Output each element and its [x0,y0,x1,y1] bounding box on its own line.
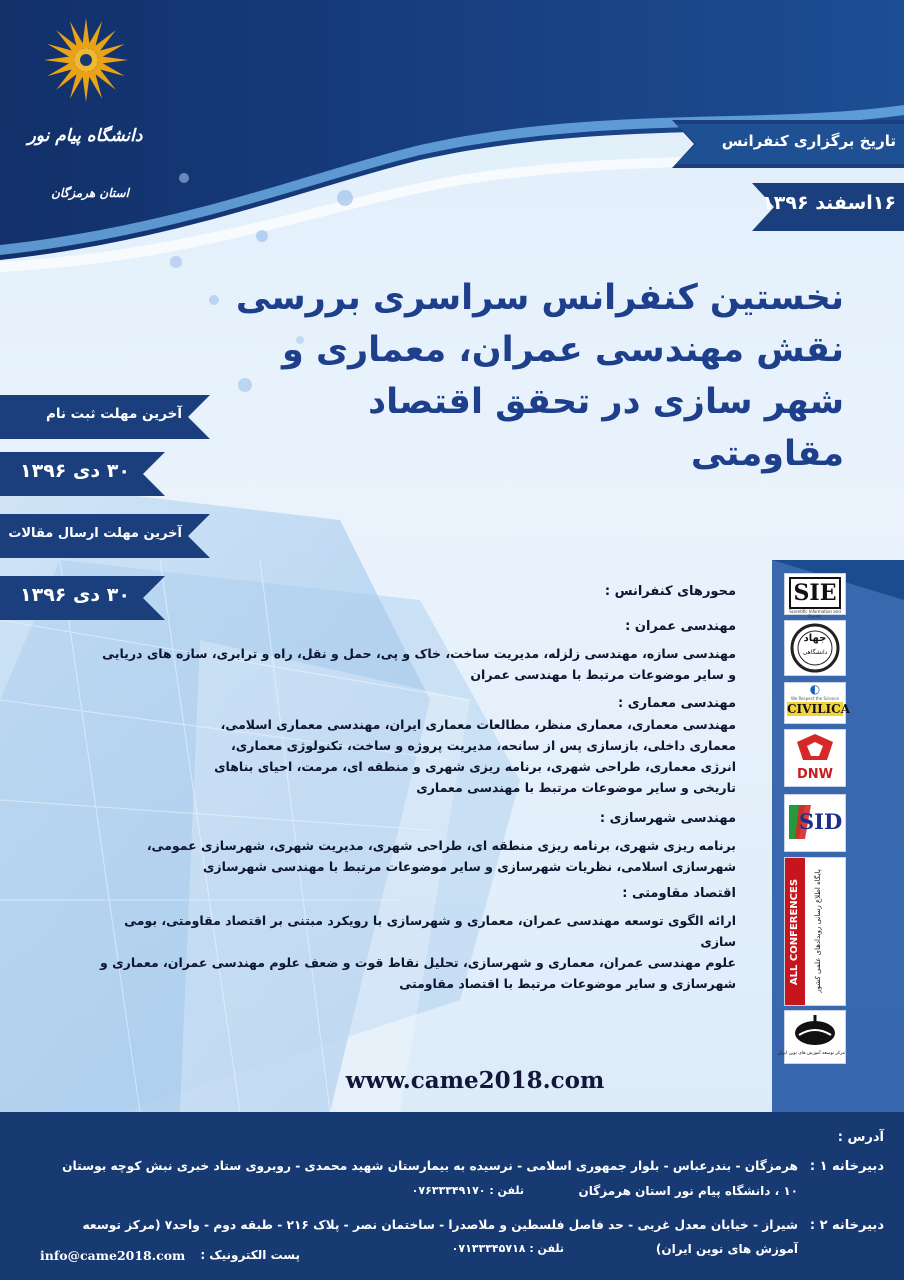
sid-logo: SID [784,794,846,852]
title-line: مقاومتی [690,434,844,474]
urban-line: برنامه ریزی شهری، برنامه ریزی منطقه ای، طراحی شهری، مدیریت شهری، شهرسازی عمومی، [146,838,736,853]
title-line: نقش مهندسی عمران، معماری و [282,330,844,370]
office1-phone: تلفن : ۰۷۶۳۳۳۴۹۱۷۰ [411,1184,524,1197]
dnw-logo: DNW [784,729,846,787]
date-label: تاریخ برگزاری کنفرانس [721,132,896,150]
architecture-line: تاریخی و سایر موضوعات مرتبط با مهندسی معماری [416,780,736,795]
architecture-line: معماری داخلی، بازسازی پس از سانحه، مدیریت پروژه و ساخت، تکنولوژی معماری، [231,738,736,753]
submission-deadline-label: آخرین مهلت ارسال مقالات [8,526,182,541]
registration-deadline-label: آخرین مهلت ثبت نام [45,406,182,422]
office2-address-line: شیراز - خیابان معدل غربی - حد فاصل فلسطین و ملاصدرا - ساختمان نصر - پلاک ۲۱۶ - طبقه دوم - واحد۷ (مرکز توسعه [82,1218,798,1232]
jahad-logo: جهاد دانشگاهی [784,620,846,676]
dnw-emblem-icon [785,730,845,764]
office2-phone: تلفن : ۰۷۱۳۳۳۴۵۷۱۸ [451,1242,564,1255]
economy-line: علوم مهندسی عمران، معماری و شهرسازی، تحلیل نقاط قوت و ضعف علوم مهندسی عمران، معماری و [100,955,736,970]
submission-deadline-date: ۳۰ دی ۱۳۹۶ [20,584,130,606]
registration-deadline-date: ۳۰ دی ۱۳۹۶ [20,460,130,482]
office1-address-line: هرمزگان - بندرعباس - بلوار جمهوری اسلامی - نرسیده به بیمارستان شهید محمدی - روبروی ستاد خبری نبش کوچه بوستان [62,1159,798,1173]
all-conferences-logo: ALL CONFERENCES پایگاه اطلاع رسانی رویدادهای علمی کشور [784,857,846,1006]
university-name: دانشگاه پیام نور [27,126,143,146]
civil-line: و سایر موضوعات مرتبط با مهندسی عمران [470,667,736,682]
economy-line: شهرسازی و سایر موضوعات مرتبط با اقتصاد مقاومتی [399,976,736,991]
civil-line: مهندسی سازه، مهندسی زلزله، مدیریت ساخت، خاک و پی، حمل و نقل، راه و ترابری، سازه های دریایی [102,646,736,661]
date-value: ۱۶اسفند ۱۳۹۶ [762,192,896,214]
office1-label: دبیرخانه ۱ : [809,1159,884,1174]
address-label: آدرس : [837,1130,884,1145]
topics-heading: محورهای کنفرانس : [604,584,736,599]
economy-line: ارائه الگوی توسعه مهندسی عمران، معماری و شهرسازی با رویکرد مبتنی بر اقتصاد مقاومتی، بومی سازی [124,913,736,949]
architecture-heading: مهندسی معماری : [617,696,736,711]
title-line: نخستین کنفرانس سراسری بررسی [235,278,844,318]
iran-center-logo: مرکز توسعه آموزش های نوین ایران [784,1010,846,1064]
university-sun-logo [36,10,136,110]
title-line: شهر سازی در تحقق اقتصاد [368,382,844,422]
website-link[interactable]: www.came2018.com [345,1067,605,1094]
sie-logo: SIE Scientific Information and Events [784,573,846,615]
book-lamp-icon [785,1011,845,1051]
conference-title [204,272,844,480]
urban-line: شهرسازی اسلامی، نظریات شهرسازی و سایر موضوعات مرتبط با مهندسی شهرسازی [202,859,736,874]
jahad-emblem-icon [785,621,845,675]
office2-address-line: آموزش های نوین ایران) [655,1242,798,1256]
architecture-line: مهندسی معماری، معماری منظر، مطالعات معماری ایران، مهندسی معماری اسلامی، [220,717,736,732]
province-name: استان هرمزگان [51,186,129,200]
civilica-mark-icon: ◐ [809,682,821,696]
email-link[interactable]: info@came2018.com [40,1248,186,1263]
architecture-line: انرژی معماری، طراحی شهری، برنامه ریزی شهری و منطقه ای، مرمت، احیای بناهای [214,759,736,774]
civil-heading: مهندسی عمران : [625,619,736,634]
footer-address [0,1112,904,1280]
email-label: پست الکترونیک : [200,1248,300,1262]
urban-heading: مهندسی شهرسازی : [599,811,736,826]
conference-topics [90,575,736,994]
office1-address-line: ۱۰ ، دانشگاه پیام نور استان هرمزگان [578,1184,798,1198]
office2-label: دبیرخانه ۲ : [809,1218,884,1233]
economy-heading: اقتصاد مقاومتی : [622,886,736,901]
civilica-logo: ◐ We Respect the Science CIVILICA [784,682,846,724]
